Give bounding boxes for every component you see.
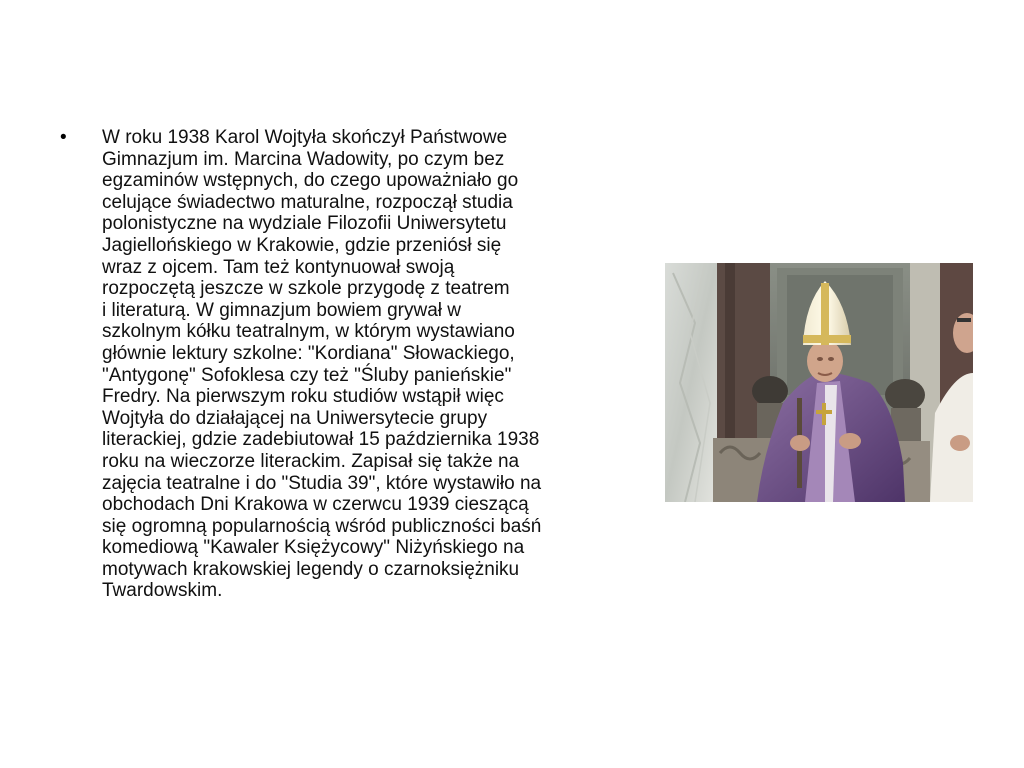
bullet-list <box>60 127 630 602</box>
paragraph-text: W roku 1938 Karol Wojtyła skończył Państwowe Gimnazjum im. Marcina Wadowity, po czym bez egzaminów wstępnych, do czego upoważniało go celujące świadectwo maturalne, rozpoczął studia polonistyczne na wydziale Filozofii Uniwersytetu Jagiellońskiego w Krakowie, gdzie przeniósł się wraz z ojcem. Tam też kontynuował swoją rozpoczętą jeszcze w szkole przygodę z teatrem i literaturą. W gimnazjum bowiem grywał w szkolnym kółku teatralnym, w którym wystawiano głównie lektury szkolne: "Kordiana" Słowackiego, "Antygonę" Sofoklesa czy też "Śluby panieńskie" Fredry. Na pierwszym roku studiów wstąpił więc Wojtyła do działającej na Uniwersytecie grupy literackiej, gdzie zadebiutował 15 października 1938 roku na wieczorze literackim. Zapisał się także na zajęcia teatralne i do "Studia 39", które wystawiło na obchodach Dni Krakowa w czerwcu 1939 cieszącą się ogromną popularnością wśród publiczności baśń komediową "Kawaler Księżycowy" Niżyńskiego na motywach krakowskiej legendy o czarnoksiężniku Twardowskim. <box>102 127 542 602</box>
bullet-item <box>60 127 630 602</box>
bullet-icon: • <box>60 127 67 148</box>
pope-photo <box>665 263 973 502</box>
